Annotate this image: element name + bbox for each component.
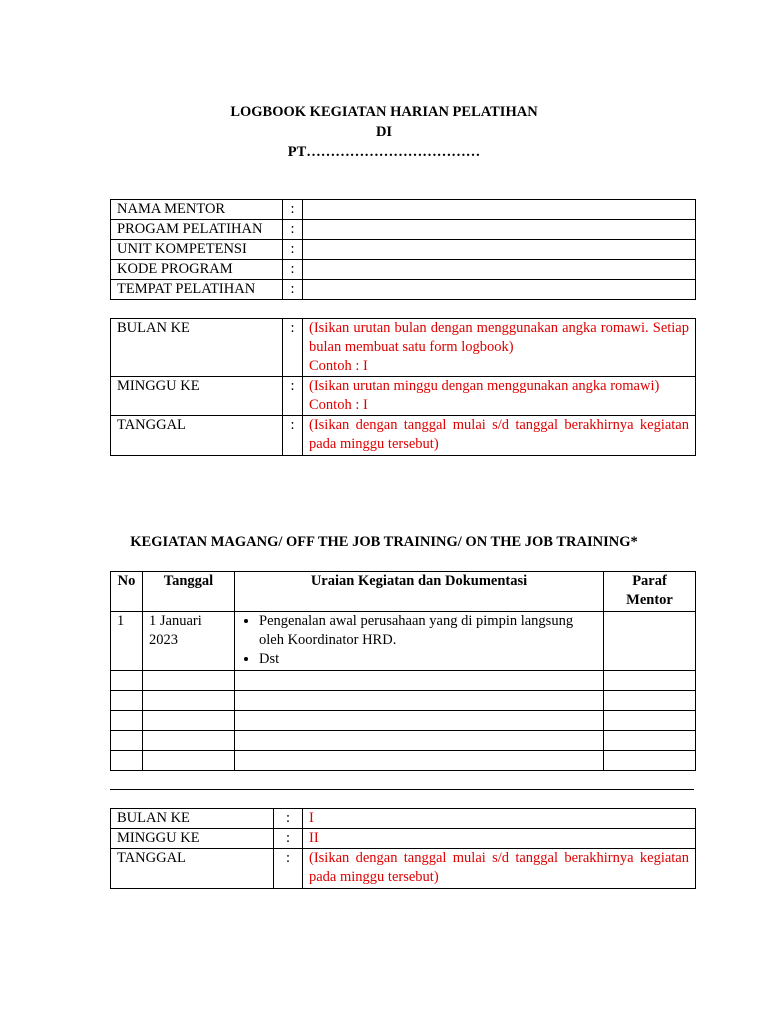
period-row-minggu [111,377,696,416]
period-value-bulan[interactable] [303,319,696,377]
minggu-instruction: (Isikan urutan minggu dengan menggunakan angka romawi) [309,378,660,394]
period-row-tanggal [111,416,696,456]
info-label: NAMA MENTOR [111,200,283,220]
document-title-di: DI [375,124,393,140]
period-table [110,318,696,456]
period-label-tanggal: TANGGAL [111,416,283,456]
row-no[interactable] [111,711,143,731]
period-label-minggu: MINGGU KE [111,377,283,416]
table-row [111,671,696,691]
row-no[interactable] [111,691,143,711]
header-paraf: Paraf Mentor [604,572,696,612]
row-paraf[interactable] [604,671,696,691]
row-paraf[interactable] [604,612,696,671]
period-value-tanggal[interactable]: (Isikan dengan tanggal mulai s/d tanggal berakhirnya kegiatan pada minggu tersebut) [303,416,696,456]
info-colon: : [283,240,303,260]
list-item: • Dst [259,650,597,669]
bulan-example: Contoh : I [309,358,368,374]
row-uraian[interactable] [235,751,604,771]
list-item: • Pengenalan awal perusahaan yang di pimpin langsung oleh Koordinator HRD. [259,612,597,650]
row-paraf[interactable] [604,691,696,711]
table-row [111,612,696,671]
document-title: LOGBOOK KEGIATAN HARIAN PELATIHAN [230,104,538,120]
period2-colon: : [274,829,303,849]
row-tanggal[interactable]: 1 Januari 2023 [143,612,235,671]
period2-row-tanggal [111,849,696,889]
period-label-bulan: BULAN KE [111,319,283,377]
section-title: KEGIATAN MAGANG/ OFF THE JOB TRAINING/ ON THE JOB TRAINING* [130,534,638,550]
period2-label-bulan: BULAN KE [111,809,274,829]
table-row [111,691,696,711]
row-uraian[interactable] [235,671,604,691]
divider [110,789,694,790]
row-no[interactable]: 1 [111,612,143,671]
document-title-pt: PT……………………………… [287,144,481,160]
row-uraian[interactable] [235,691,604,711]
period2-row-bulan [111,809,696,829]
period2-value-tanggal[interactable]: (Isikan dengan tanggal mulai s/d tanggal berakhirnya kegiatan pada minggu tersebut) [303,849,696,889]
period-table-2 [110,808,696,889]
row-uraian[interactable] [235,612,604,671]
minggu-example: Contoh : I [309,397,368,413]
info-label: KODE PROGRAM [111,260,283,280]
info-value-unit-kompetensi[interactable] [303,240,696,260]
period2-colon: : [274,849,303,889]
header-tanggal: Tanggal [143,572,235,612]
period-colon: : [283,377,303,416]
info-label: TEMPAT PELATIHAN [111,280,283,300]
activity-list [241,612,597,669]
info-row-nama-mentor [111,200,696,220]
table-row [111,711,696,731]
table-row [111,751,696,771]
info-colon: : [283,200,303,220]
table-row [111,731,696,751]
info-value-program[interactable] [303,220,696,240]
row-no[interactable] [111,751,143,771]
info-colon: : [283,260,303,280]
row-tanggal[interactable] [143,751,235,771]
info-value-kode-program[interactable] [303,260,696,280]
row-paraf[interactable] [604,751,696,771]
period-colon: : [283,319,303,377]
row-tanggal[interactable] [143,711,235,731]
info-colon: : [283,220,303,240]
period2-row-minggu [111,829,696,849]
info-row-kode-program [111,260,696,280]
row-tanggal[interactable] [143,671,235,691]
header-uraian: Uraian Kegiatan dan Dokumentasi [235,572,604,612]
row-uraian[interactable] [235,711,604,731]
period2-label-tanggal: TANGGAL [111,849,274,889]
header-no: No [111,572,143,612]
period-value-minggu[interactable] [303,377,696,416]
row-paraf[interactable] [604,711,696,731]
info-label: PROGAM PELATIHAN [111,220,283,240]
info-row-program [111,220,696,240]
row-tanggal[interactable] [143,691,235,711]
row-no[interactable] [111,671,143,691]
info-row-tempat-pelatihan [111,280,696,300]
period2-value-minggu[interactable]: II [303,829,696,849]
period2-value-bulan[interactable]: I [303,809,696,829]
info-label: UNIT KOMPETENSI [111,240,283,260]
info-colon: : [283,280,303,300]
period-row-bulan [111,319,696,377]
info-value-tempat-pelatihan[interactable] [303,280,696,300]
info-table [110,199,696,300]
row-uraian[interactable] [235,731,604,751]
row-paraf[interactable] [604,731,696,751]
row-tanggal[interactable] [143,731,235,751]
period2-colon: : [274,809,303,829]
row-no[interactable] [111,731,143,751]
activity-header-row [111,572,696,612]
period-colon: : [283,416,303,456]
activity-table [110,571,696,771]
info-value-nama-mentor[interactable] [303,200,696,220]
bulan-instruction: (Isikan urutan bulan dengan menggunakan angka romawi. Setiap bulan membuat satu form logbook) [309,320,689,355]
period2-label-minggu: MINGGU KE [111,829,274,849]
info-row-unit-kompetensi [111,240,696,260]
